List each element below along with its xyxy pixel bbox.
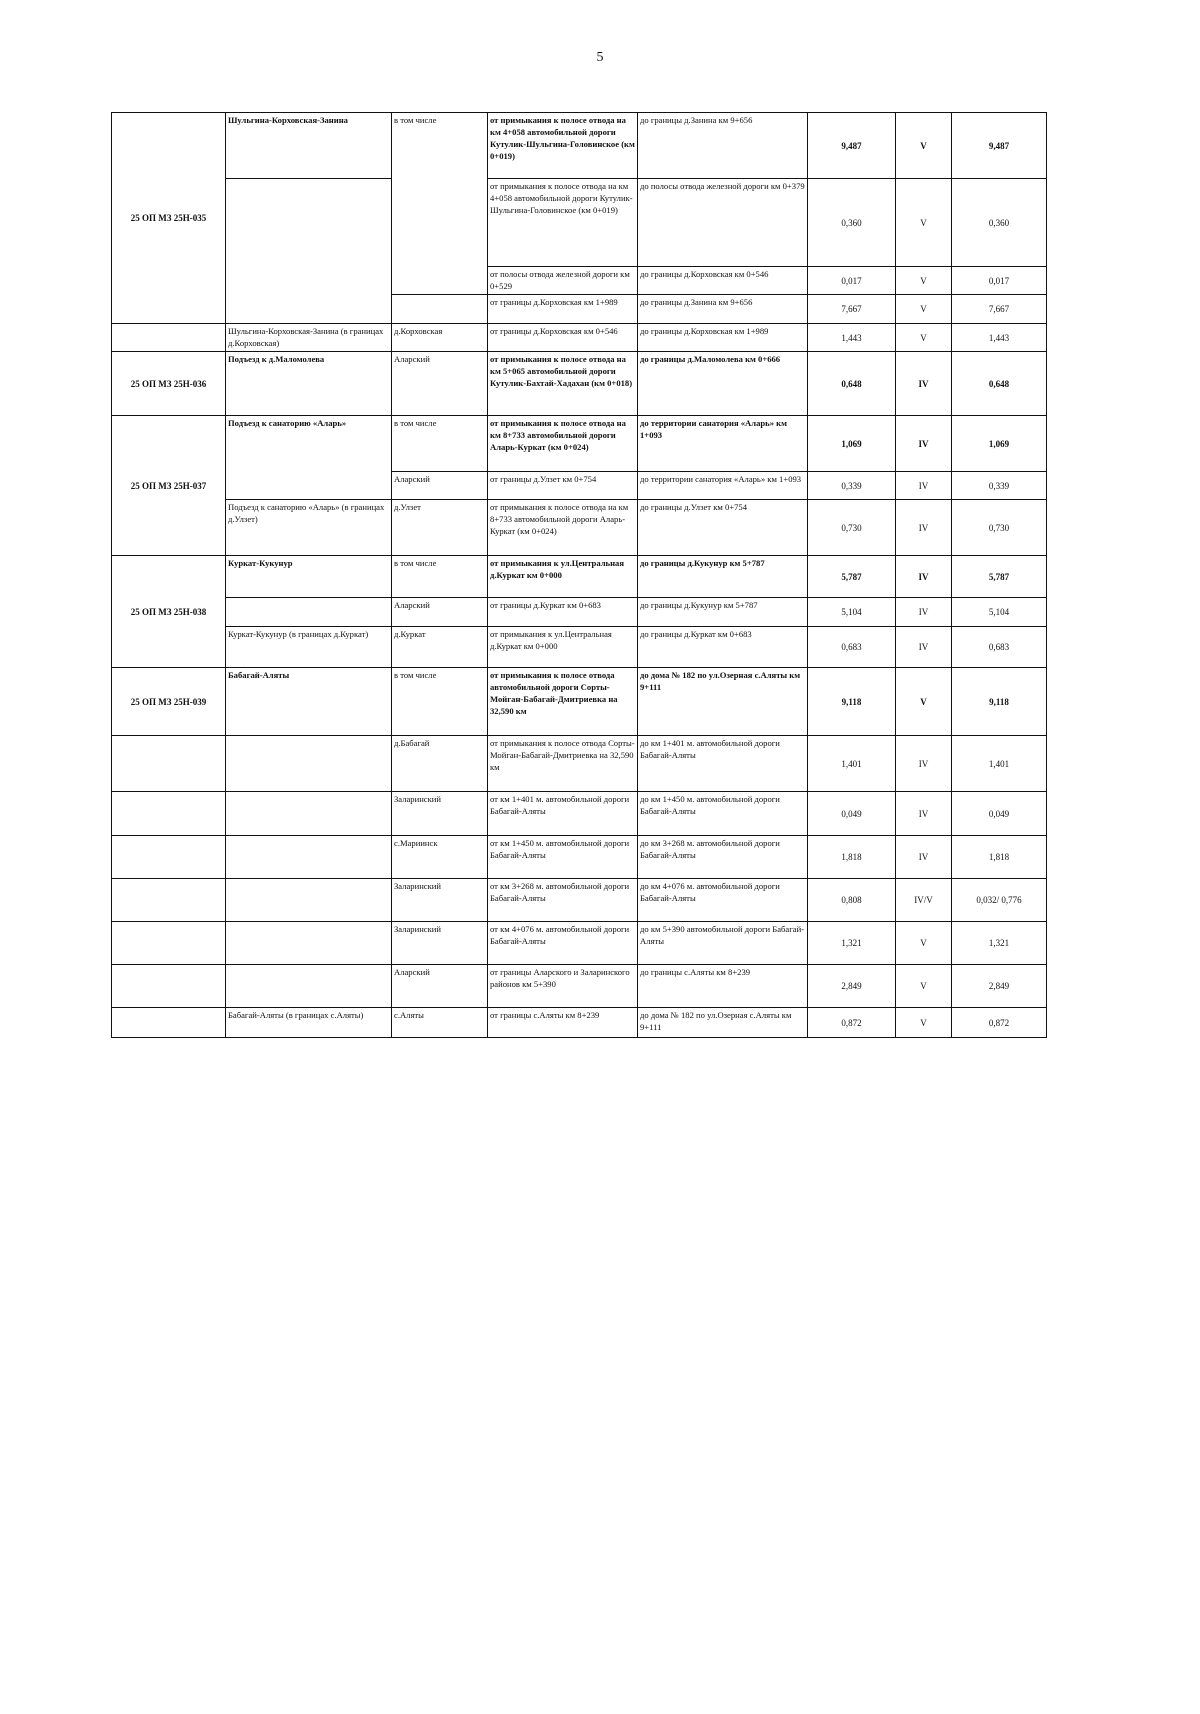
to-cell: до границы д.Занина км 9+656	[638, 113, 808, 179]
total-length-cell: 9,118	[952, 668, 1047, 736]
length-cell: 0,683	[808, 627, 896, 668]
from-cell: от границы д.Куркат км 0+683	[488, 598, 638, 627]
road-code-cell: 25 ОП МЗ 25Н-036	[112, 352, 226, 416]
road-code-cell: 25 ОП МЗ 25Н-035	[112, 113, 226, 324]
length-cell: 0,648	[808, 352, 896, 416]
from-cell: от км 4+076 м. автомобильной дороги Бабагай-Аляты	[488, 922, 638, 965]
length-cell: 7,667	[808, 295, 896, 324]
district-cell: в том числе	[392, 556, 488, 598]
from-cell: от примыкания к полосе отвода на км 5+065 автомобильной дороги Кутулик-Бахтай-Хадахан (км 0+018)	[488, 352, 638, 416]
length-cell: 0,730	[808, 500, 896, 556]
road-code-cell: 25 ОП МЗ 25Н-038	[112, 556, 226, 668]
from-cell: от примыкания к полосе отвода на км 8+733 автомобильной дороги Аларь-Куркат (км 0+024)	[488, 416, 638, 472]
road-name-cell	[226, 179, 392, 324]
district-cell: д.Корховская	[392, 324, 488, 352]
category-cell: V	[896, 267, 952, 295]
table-row	[112, 179, 1047, 267]
from-cell: от примыкания к полосе отвода на км 4+058 автомобильной дороги Кутулик-Шульгина-Головинское (км 0+019)	[488, 179, 638, 267]
road-name-cell	[226, 879, 392, 922]
road-code-cell	[112, 792, 226, 836]
from-cell: от примыкания к ул.Центральная д.Куркат км 0+000	[488, 627, 638, 668]
to-cell: до границы с.Аляты км 8+239	[638, 965, 808, 1008]
total-length-cell: 1,069	[952, 416, 1047, 472]
road-name-cell: Куркат-Кукунур	[226, 556, 392, 598]
total-length-cell: 0,730	[952, 500, 1047, 556]
to-cell: до границы д.Занина км 9+656	[638, 295, 808, 324]
category-cell: V	[896, 965, 952, 1008]
length-cell: 0,808	[808, 879, 896, 922]
table-row	[112, 416, 1047, 472]
category-cell: V	[896, 668, 952, 736]
length-cell: 0,017	[808, 267, 896, 295]
total-length-cell: 1,321	[952, 922, 1047, 965]
to-cell: до территории санатория «Аларь» км 1+093	[638, 416, 808, 472]
total-length-cell: 1,818	[952, 836, 1047, 879]
length-cell: 0,872	[808, 1008, 896, 1038]
total-length-cell: 0,339	[952, 472, 1047, 500]
length-cell: 1,069	[808, 416, 896, 472]
total-length-cell: 7,667	[952, 295, 1047, 324]
road-name-cell: Шульгина-Корховская-Занина	[226, 113, 392, 179]
length-cell: 1,818	[808, 836, 896, 879]
road-code-cell: 25 ОП МЗ 25Н-039	[112, 668, 226, 736]
district-cell	[392, 295, 488, 324]
road-code-cell	[112, 879, 226, 922]
category-cell: IV/V	[896, 879, 952, 922]
table-row	[112, 352, 1047, 416]
to-cell: до границы д.Маломолева км 0+666	[638, 352, 808, 416]
to-cell: до границы д.Куркат км 0+683	[638, 627, 808, 668]
to-cell: до границы д.Кукунур км 5+787	[638, 556, 808, 598]
total-length-cell: 0,683	[952, 627, 1047, 668]
category-cell: IV	[896, 598, 952, 627]
category-cell: IV	[896, 500, 952, 556]
district-cell: д.Бабагай	[392, 736, 488, 792]
length-cell: 1,321	[808, 922, 896, 965]
road-name-cell	[226, 965, 392, 1008]
district-cell: в том числе	[392, 113, 488, 295]
district-cell: в том числе	[392, 668, 488, 736]
category-cell: IV	[896, 416, 952, 472]
category-cell: V	[896, 113, 952, 179]
category-cell: V	[896, 1008, 952, 1038]
district-cell: Аларский	[392, 352, 488, 416]
total-length-cell: 1,401	[952, 736, 1047, 792]
road-name-cell	[226, 598, 392, 627]
total-length-cell: 0,360	[952, 179, 1047, 267]
category-cell: V	[896, 179, 952, 267]
road-name-cell: Шульгина-Корховская-Занина (в границах д.Корховская)	[226, 324, 392, 352]
total-length-cell: 0,648	[952, 352, 1047, 416]
category-cell: V	[896, 922, 952, 965]
road-name-cell: Подъезд к санаторию «Аларь» (в границах д.Улзет)	[226, 500, 392, 556]
from-cell: от км 1+401 м. автомобильной дороги Бабагай-Аляты	[488, 792, 638, 836]
total-length-cell: 5,104	[952, 598, 1047, 627]
total-length-cell: 1,443	[952, 324, 1047, 352]
table-row	[112, 736, 1047, 792]
table-row	[112, 668, 1047, 736]
to-cell: до территории санатория «Аларь» км 1+093	[638, 472, 808, 500]
road-code-cell: 25 ОП МЗ 25Н-037	[112, 416, 226, 556]
roads-table	[111, 112, 1047, 1038]
district-cell: Заларинский	[392, 922, 488, 965]
road-name-cell	[226, 736, 392, 792]
district-cell: д.Куркат	[392, 627, 488, 668]
category-cell: IV	[896, 736, 952, 792]
road-code-cell	[112, 1008, 226, 1038]
table-row	[112, 598, 1047, 627]
length-cell: 2,849	[808, 965, 896, 1008]
from-cell: от границы Аларского и Заларинского районов км 5+390	[488, 965, 638, 1008]
road-name-cell	[226, 922, 392, 965]
length-cell: 5,104	[808, 598, 896, 627]
length-cell: 9,118	[808, 668, 896, 736]
from-cell: от примыкания к ул.Центральная д.Куркат км 0+000	[488, 556, 638, 598]
from-cell: от границы с.Аляты км 8+239	[488, 1008, 638, 1038]
from-cell: от км 1+450 м. автомобильной дороги Бабагай-Аляты	[488, 836, 638, 879]
total-length-cell: 2,849	[952, 965, 1047, 1008]
length-cell: 9,487	[808, 113, 896, 179]
district-cell: Заларинский	[392, 792, 488, 836]
table-row	[112, 879, 1047, 922]
road-name-cell: Бабагай-Аляты	[226, 668, 392, 736]
length-cell: 1,443	[808, 324, 896, 352]
road-code-cell	[112, 836, 226, 879]
category-cell: IV	[896, 472, 952, 500]
from-cell: от полосы отвода железной дороги км 0+529	[488, 267, 638, 295]
road-name-cell: Куркат-Кукунур (в границах д.Куркат)	[226, 627, 392, 668]
total-length-cell: 0,017	[952, 267, 1047, 295]
table-row	[112, 324, 1047, 352]
to-cell: до границы д.Корховская км 1+989	[638, 324, 808, 352]
table-row	[112, 113, 1047, 179]
total-length-cell: 0,872	[952, 1008, 1047, 1038]
category-cell: V	[896, 324, 952, 352]
district-cell: Аларский	[392, 598, 488, 627]
page-number: 5	[596, 50, 604, 65]
from-cell: от примыкания к полосе отвода автомобильной дороги Сорты-Мойган-Бабагай-Дмитриевка на 32,590 км	[488, 668, 638, 736]
from-cell: от примыкания к полосе отвода на км 8+733 автомобильной дороги Аларь-Куркат (км 0+024)	[488, 500, 638, 556]
to-cell: до дома № 182 по ул.Озерная с.Аляты км 9+111	[638, 1008, 808, 1038]
to-cell: до км 5+390 автомобильной дороги Бабагай-Аляты	[638, 922, 808, 965]
category-cell: V	[896, 295, 952, 324]
district-cell: Заларинский	[392, 879, 488, 922]
district-cell: с.Мариинск	[392, 836, 488, 879]
district-cell: Аларский	[392, 965, 488, 1008]
to-cell: до км 1+450 м. автомобильной дороги Бабагай-Аляты	[638, 792, 808, 836]
road-name-cell: Подъезд к санаторию «Аларь»	[226, 416, 392, 500]
from-cell: от примыкания к полосе отвода Сорты-Мойган-Бабагай-Дмитриевка на 32,590 км	[488, 736, 638, 792]
to-cell: до границы д.Улзет км 0+754	[638, 500, 808, 556]
category-cell: IV	[896, 352, 952, 416]
to-cell: до км 4+076 м. автомобильной дороги Бабагай-Аляты	[638, 879, 808, 922]
length-cell: 5,787	[808, 556, 896, 598]
district-cell: в том числе	[392, 416, 488, 472]
road-name-cell: Бабагай-Аляты (в границах с.Аляты)	[226, 1008, 392, 1038]
from-cell: от примыкания к полосе отвода на км 4+058 автомобильной дороги Кутулик-Шульгина-Головинское (км 0+019)	[488, 113, 638, 179]
district-cell: Аларский	[392, 472, 488, 500]
from-cell: от границы д.Улзет км 0+754	[488, 472, 638, 500]
table-row	[112, 1008, 1047, 1038]
length-cell: 0,339	[808, 472, 896, 500]
table-row	[112, 792, 1047, 836]
road-name-cell	[226, 836, 392, 879]
road-code-cell	[112, 965, 226, 1008]
total-length-cell: 5,787	[952, 556, 1047, 598]
from-cell: от границы д.Корховская км 0+546	[488, 324, 638, 352]
table-row	[112, 922, 1047, 965]
road-name-cell: Подъезд к д.Маломолева	[226, 352, 392, 416]
category-cell: IV	[896, 792, 952, 836]
to-cell: до границы д.Корховская км 0+546	[638, 267, 808, 295]
table-row	[112, 965, 1047, 1008]
district-cell: д.Улзет	[392, 500, 488, 556]
to-cell: до км 1+401 м. автомобильной дороги Бабагай-Аляты	[638, 736, 808, 792]
total-length-cell: 0,032/ 0,776	[952, 879, 1047, 922]
category-cell: IV	[896, 556, 952, 598]
table-row	[112, 627, 1047, 668]
length-cell: 0,049	[808, 792, 896, 836]
road-code-cell	[112, 922, 226, 965]
to-cell: до дома № 182 по ул.Озерная с.Аляты км 9+111	[638, 668, 808, 736]
to-cell: до полосы отвода железной дороги км 0+379	[638, 179, 808, 267]
road-code-cell	[112, 324, 226, 352]
total-length-cell: 9,487	[952, 113, 1047, 179]
total-length-cell: 0,049	[952, 792, 1047, 836]
from-cell: от км 3+268 м. автомобильной дороги Бабагай-Аляты	[488, 879, 638, 922]
table-row	[112, 556, 1047, 598]
road-name-cell	[226, 792, 392, 836]
table-row	[112, 500, 1047, 556]
district-cell: с.Аляты	[392, 1008, 488, 1038]
to-cell: до границы д.Кукунур км 5+787	[638, 598, 808, 627]
length-cell: 0,360	[808, 179, 896, 267]
road-code-cell	[112, 736, 226, 792]
length-cell: 1,401	[808, 736, 896, 792]
category-cell: IV	[896, 836, 952, 879]
from-cell: от границы д.Корховская км 1+989	[488, 295, 638, 324]
table-row	[112, 836, 1047, 879]
category-cell: IV	[896, 627, 952, 668]
to-cell: до км 3+268 м. автомобильной дороги Бабагай-Аляты	[638, 836, 808, 879]
